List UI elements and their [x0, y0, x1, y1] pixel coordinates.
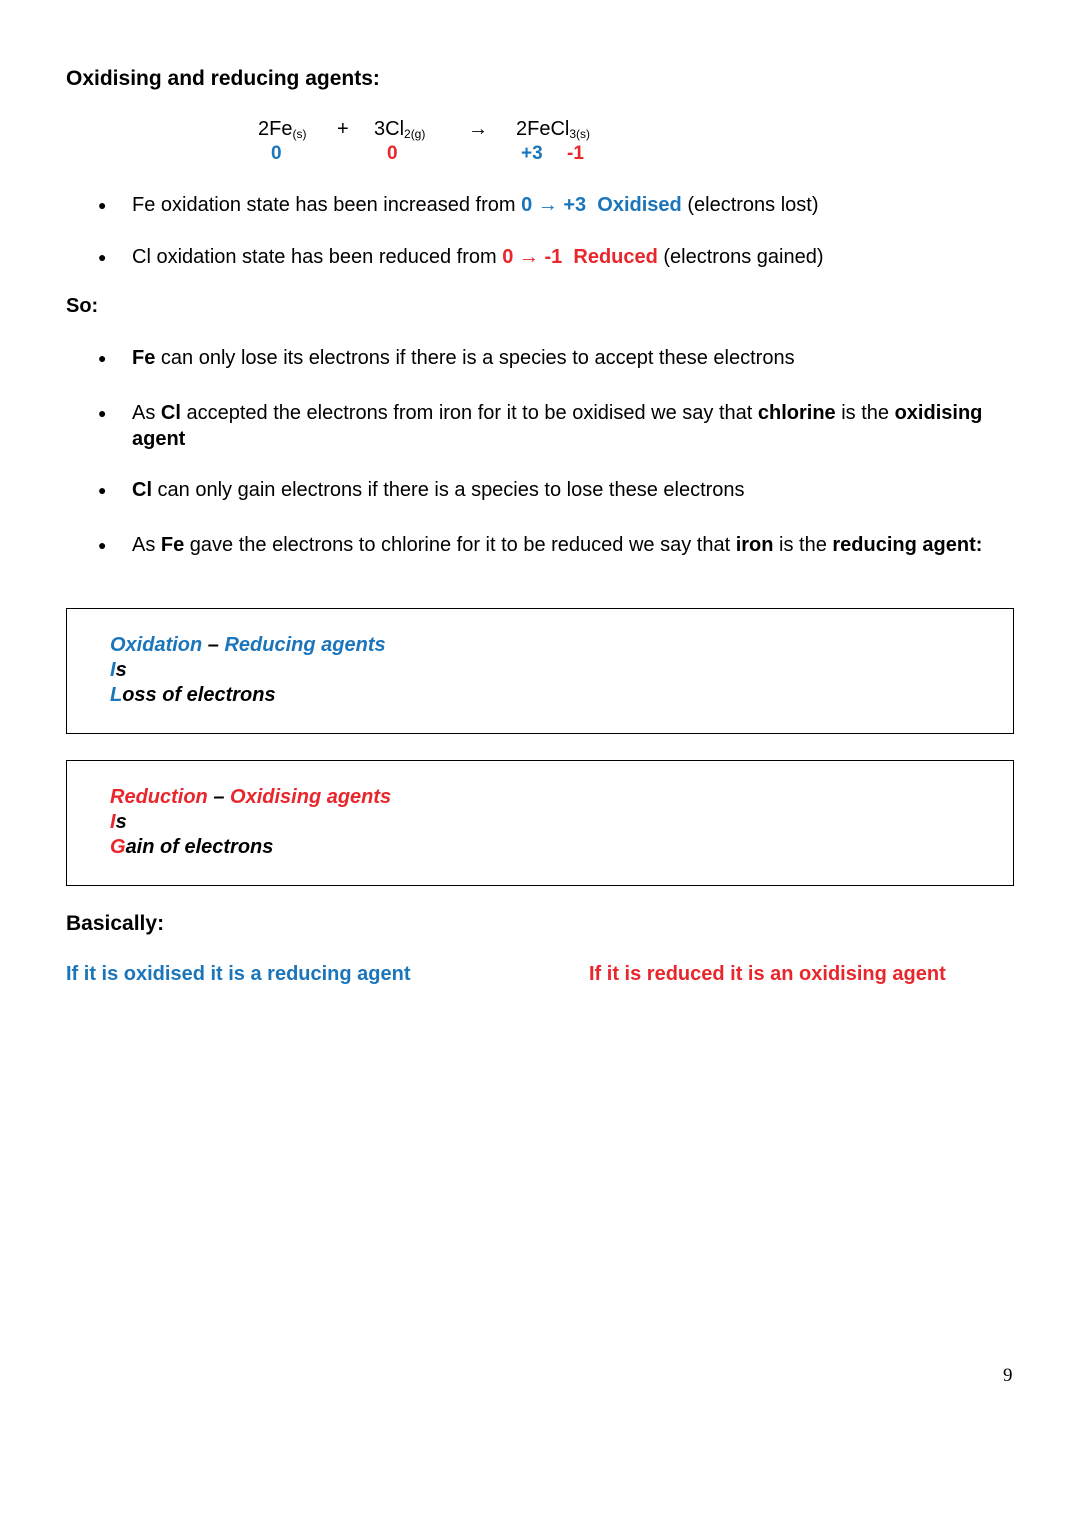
- bullet-icon: ●: [98, 249, 107, 265]
- list-item: Cl oxidation state has been reduced from 0 → -1 Reduced (electrons gained): [132, 246, 824, 268]
- list-item: As Cl accepted the electrons from iron for it to be oxidised we say that chlorine is the oxidising agent: [132, 402, 983, 450]
- summary-oxidised: If it is oxidised it is a reducing agent: [66, 963, 411, 985]
- section-heading: Oxidising and reducing agents:: [66, 67, 380, 90]
- plus-sign: +: [337, 118, 349, 140]
- reactant-fe: $2Fe_{(s)}$: [258, 118, 307, 141]
- os-fe: 0: [271, 143, 282, 164]
- reaction-arrow: →: [468, 118, 488, 140]
- bullet-icon: ●: [98, 197, 107, 213]
- product-fecl3: 2FeCl$_{3(s)}$: [516, 118, 591, 141]
- os-product-cl: -1: [567, 143, 584, 164]
- page-number: 9: [1003, 1365, 1013, 1386]
- bullet-icon: ●: [98, 405, 107, 421]
- oil-box-oxidation: [66, 608, 1014, 734]
- oxidation-mnemonic: Oxidation – Reducing agents Is Loss of electrons: [110, 634, 386, 706]
- list-item: Fe can only lose its electrons if there is a species to accept these electrons: [132, 347, 795, 369]
- list-item: Cl can only gain electrons if there is a species to lose these electrons: [132, 479, 745, 501]
- bullet-icon: ●: [98, 537, 107, 553]
- reactant-cl: $3Cl_{2(g)}$: [374, 118, 426, 141]
- summary-reduced: If it is reduced it is an oxidising agent: [589, 963, 946, 985]
- rig-box-reduction: [66, 760, 1014, 886]
- list-item: As Fe gave the electrons to chlorine for it to be reduced we say that iron is the reducing agent:: [132, 534, 983, 556]
- bullet-icon: ●: [98, 350, 107, 366]
- os-cl: 0: [387, 143, 398, 164]
- reduction-mnemonic: Reduction – Oxidising agents Is Gain of electrons: [110, 786, 392, 858]
- basically-label: Basically:: [66, 912, 165, 935]
- so-label: So:: [66, 295, 99, 317]
- bullet-icon: ●: [98, 482, 107, 498]
- os-product-fe: +3: [521, 143, 543, 164]
- list-item: Fe oxidation state has been increased from 0 → +3 Oxidised (electrons lost): [132, 194, 819, 216]
